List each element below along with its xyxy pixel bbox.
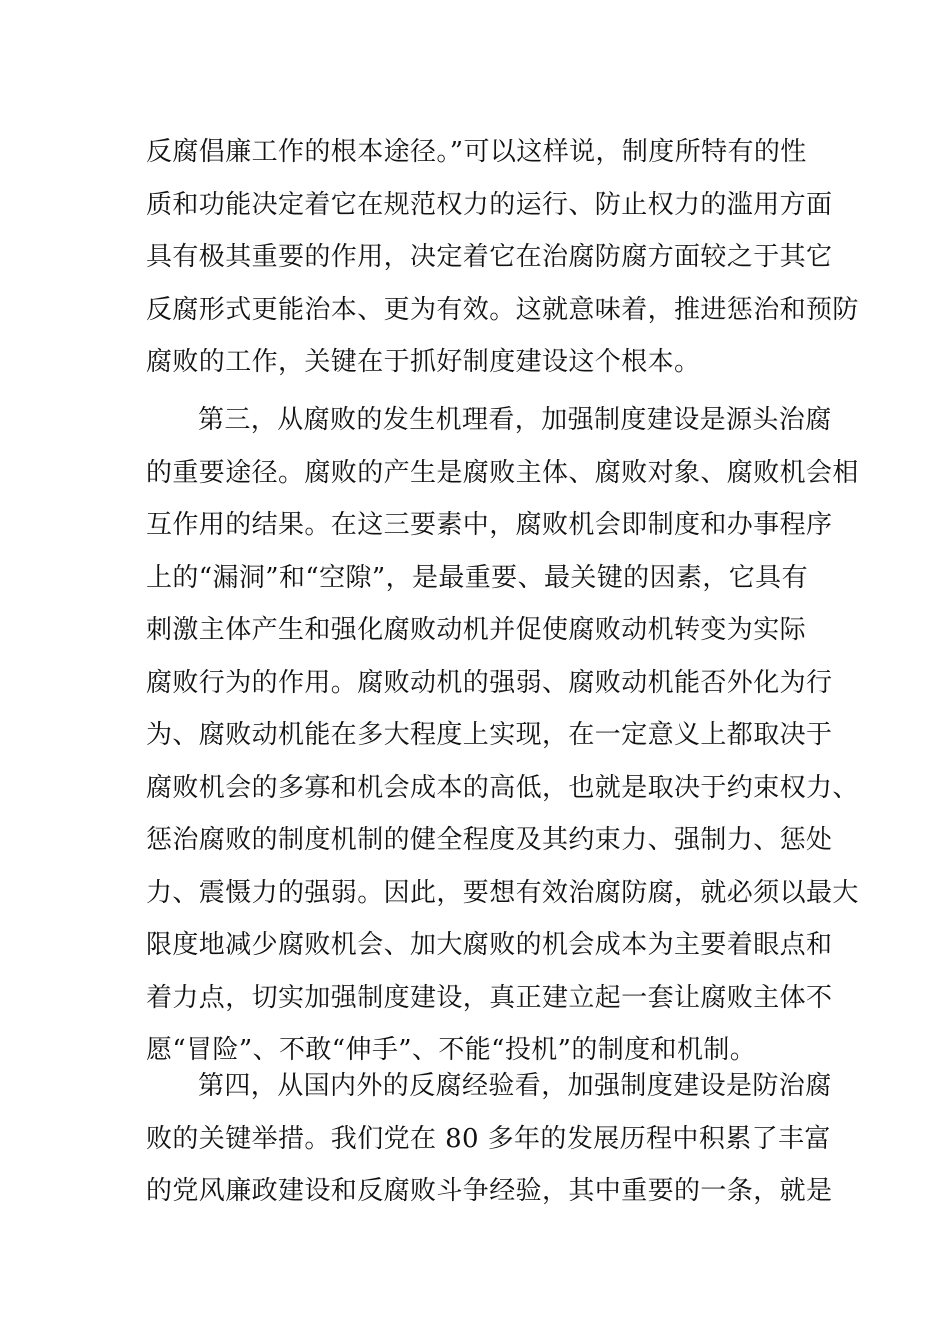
text-line: 反腐形式更能治本、更为有效。这就意味着，推进惩治和预防 bbox=[146, 294, 859, 325]
paragraph-fourth-point bbox=[146, 1060, 833, 1218]
text-line: 限度地减少腐败机会、加大腐败的机会成本为主要着眼点和 bbox=[146, 930, 833, 960]
paragraph-third-point bbox=[146, 394, 859, 1077]
text-line: 反腐倡廉工作的根本途径。”可以这样说，制度所特有的性 bbox=[146, 137, 807, 167]
text-line: 着力点，切实加强制度建设，真正建立起一套让腐败主体不 bbox=[146, 982, 833, 1013]
text-line: 为、腐败动机能在多大程度上实现，在一定意义上都取决于 bbox=[146, 720, 833, 750]
paragraph-continuation bbox=[146, 126, 859, 389]
text-line: 第四，从国内外的反腐经验看，加强制度建设是防治腐 bbox=[198, 1071, 832, 1101]
text-line: 力、震慑力的强弱。因此，要想有效治腐防腐，就必须以最大 bbox=[146, 877, 859, 908]
text-line: 的党风廉政建设和反腐败斗争经验，其中重要的一条，就是 bbox=[146, 1176, 833, 1206]
text-line: 惩治腐败的制度机制的健全程度及其约束力、强制力、惩处 bbox=[146, 825, 833, 855]
text-line: 腐败行为的作用。腐败动机的强弱、腐败动机能否外化为行 bbox=[146, 667, 833, 698]
text-line: 第三，从腐败的发生机理看，加强制度建设是源头治腐 bbox=[198, 405, 832, 435]
text-line: 刺激主体产生和强化腐败动机并促使腐败动机转变为实际 bbox=[146, 615, 807, 645]
text-line: 愿“冒险”、不敢“伸手”、不能“投机”的制度和机制。 bbox=[146, 1035, 757, 1065]
text-line: 上的“漏洞”和“空隙”，是最重要、最关键的因素，它具有 bbox=[146, 562, 808, 593]
text-line: 败的关键举措。我们党在 80 多年的发展历程中积累了丰富 bbox=[146, 1123, 831, 1154]
text-line: 的重要途径。腐败的产生是腐败主体、腐败对象、腐败机会相 bbox=[146, 457, 859, 488]
text-line: 腐败机会的多寡和机会成本的高低，也就是取决于约束权力、 bbox=[146, 772, 859, 803]
text-line: 腐败的工作，关键在于抓好制度建设这个根本。 bbox=[146, 347, 701, 377]
text-line: 质和功能决定着它在规范权力的运行、防止权力的滥用方面 bbox=[146, 189, 833, 220]
text-line: 具有极其重要的作用，决定着它在治腐防腐方面较之于其它 bbox=[146, 242, 833, 272]
text-line: 互作用的结果。在这三要素中，腐败机会即制度和办事程序 bbox=[146, 510, 833, 540]
